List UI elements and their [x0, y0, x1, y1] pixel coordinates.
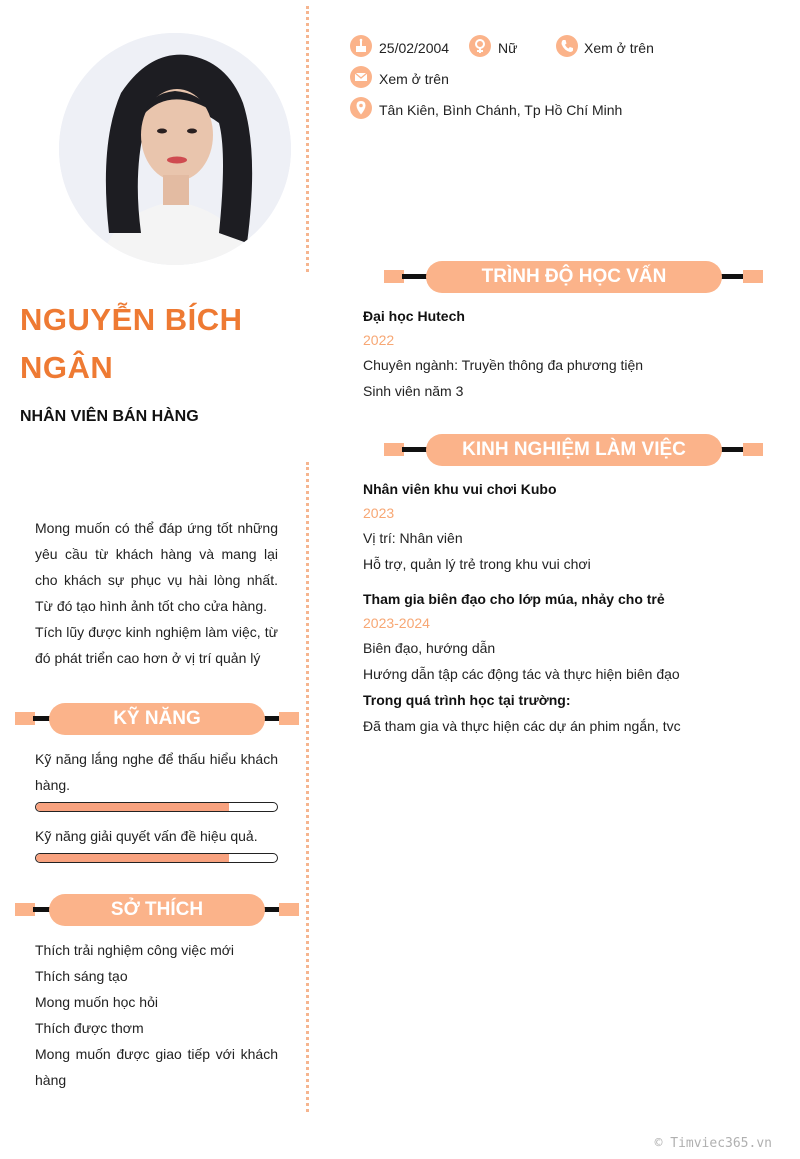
education-school: Đại học Hutech — [363, 308, 465, 324]
skill-progress-fill-1 — [36, 803, 229, 811]
hobby-item-2: Thích sáng tạo — [35, 968, 128, 984]
job-date-1: 2023 — [363, 505, 395, 521]
job-title-2: Tham gia biên đạo cho lớp múa, nhảy cho trẻ — [363, 591, 665, 607]
skill-label-1: Kỹ năng lắng nghe để thấu hiểu khách hàng. — [35, 751, 278, 793]
gender-icon — [469, 35, 491, 57]
column-divider-bottom — [306, 462, 309, 1112]
experience-heading-label: KINH NGHIỆM LÀM VIỆC — [426, 434, 722, 466]
experience-heading — [384, 434, 764, 466]
hobby-item-3: Mong muốn học hỏi — [35, 994, 158, 1010]
contact-birthday: 25/02/2004 — [379, 40, 450, 56]
job-line-2-2: Hướng dẫn tập các động tác và thực hiện biên đạo — [363, 666, 680, 682]
skills-heading — [15, 703, 299, 735]
heading-right-square — [743, 270, 763, 283]
hobby-item-5: Mong muốn được giao tiếp với khách hàng — [35, 1046, 278, 1088]
heading-right-square — [279, 712, 299, 725]
contact-address: Tân Kiên, Bình Chánh, Tp Hồ Chí Minh — [379, 102, 623, 118]
heading-left-square — [384, 270, 404, 283]
job-line-1-1: Vị trí: Nhân viên — [363, 530, 463, 546]
skill-label-2: Kỹ năng giải quyết vấn đề hiệu quả. — [35, 828, 258, 844]
contact-email: Xem ở trên — [379, 71, 449, 87]
hobby-item-1: Thích trải nghiệm công việc mới — [35, 942, 235, 958]
birthday-cake-icon — [350, 35, 372, 57]
objective-paragraph-1: Mong muốn có thể đáp ứng tốt những yêu cầu từ khách hàng và mang lại cho khách sự phục vụ hài lòng nhất. Từ đó tạo hình ảnh tốt cho cửa hàng. — [35, 520, 278, 614]
location-icon — [350, 97, 372, 119]
candidate-name: NGUYỄN BÍCH NGÂN — [20, 302, 243, 385]
contact-gender: Nữ — [498, 40, 518, 56]
hobbies-heading-label: SỞ THÍCH — [49, 894, 265, 926]
hobbies-heading — [15, 894, 299, 926]
objective-paragraph-2: Tích lũy được kinh nghiệm làm việc, từ đó phát triển cao hơn ở vị trí quản lý — [35, 624, 278, 666]
hobby-item-4: Thích được thơm — [35, 1020, 144, 1036]
skill-progress-1 — [35, 802, 278, 812]
education-heading-label: TRÌNH ĐỘ HỌC VẤN — [426, 261, 722, 293]
skill-progress-2 — [35, 853, 278, 863]
phone-icon — [556, 35, 578, 57]
job-line-2-1: Biên đạo, hướng dẫn — [363, 640, 496, 656]
skills-heading-label: KỸ NĂNG — [49, 703, 265, 735]
footer-watermark: © Timviec365.vn — [654, 1136, 772, 1151]
heading-left-square — [15, 712, 35, 725]
avatar-photo — [59, 33, 291, 265]
education-heading — [384, 261, 764, 293]
heading-left-square — [15, 903, 35, 916]
job-title-3: Trong quá trình học tại trường: — [363, 692, 571, 708]
education-major: Chuyên ngành: Truyền thông đa phương tiện — [363, 357, 644, 373]
skill-progress-fill-2 — [36, 854, 229, 862]
heading-right-square — [743, 443, 763, 456]
job-title-1: Nhân viên khu vui chơi Kubo — [363, 481, 557, 497]
candidate-role: NHÂN VIÊN BÁN HÀNG — [20, 408, 199, 425]
contact-phone: Xem ở trên — [584, 40, 654, 56]
heading-left-square — [384, 443, 404, 456]
email-icon — [350, 66, 372, 88]
job-date-2: 2023-2024 — [363, 615, 430, 631]
heading-right-square — [279, 903, 299, 916]
education-year: 2022 — [363, 332, 395, 348]
column-divider-top — [306, 6, 309, 272]
job-line-3-1: Đã tham gia và thực hiện các dự án phim ngắn, tvc — [363, 718, 681, 734]
education-note: Sinh viên năm 3 — [363, 383, 464, 399]
job-line-1-2: Hỗ trợ, quản lý trẻ trong khu vui chơi — [363, 556, 591, 572]
